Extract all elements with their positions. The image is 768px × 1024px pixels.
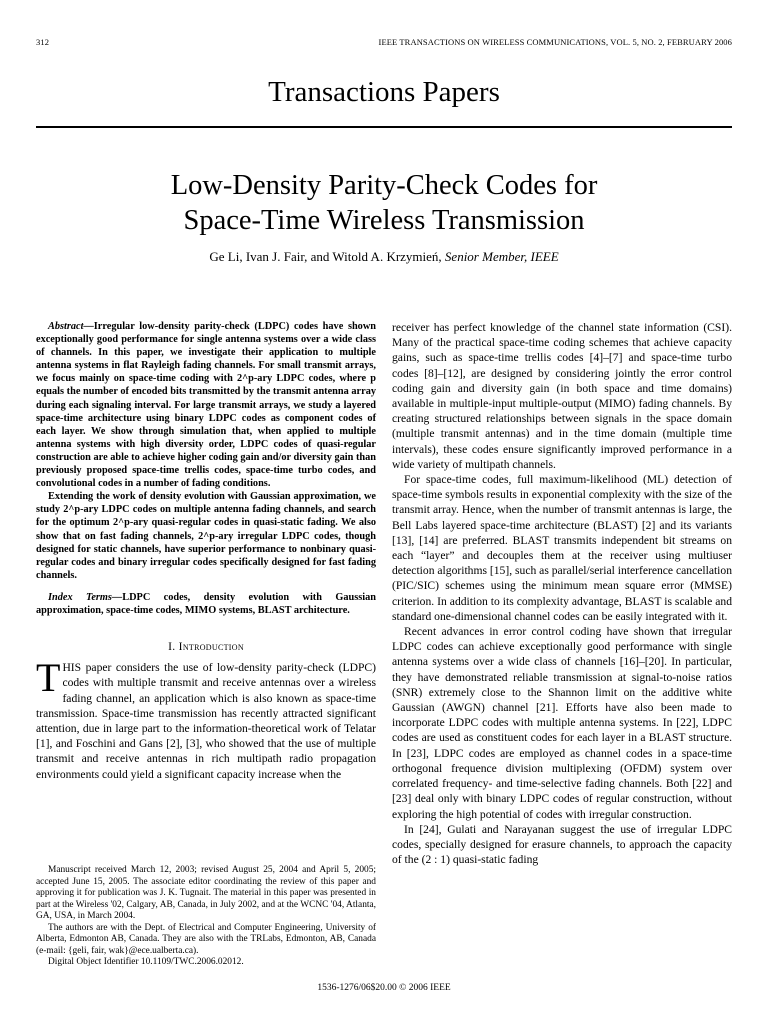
section-title: Transactions Papers xyxy=(268,76,500,108)
authors: Ge Li, Ivan J. Fair, and Witold A. Krzymień, xyxy=(209,249,442,264)
right-paragraph-0: receiver has perfect knowledge of the channel state information (CSI). Many of the practical space-time coding schemes that achieve capacity gains, such as space-time trellis codes [4]–[7] and space-time turbo codes [8]–[12], are designed by considering jointly the error control coding gain and diversity gain (in both space and time domains) available in multiple-input multiple-output (MIMO) fading channels. By creating structured relationships between signals in the space domain (multiple transmit antennas) and in the time domain (multiple time intervals), these codes ensure significantly improved performance in a wide variety of multipath channels. xyxy=(392,321,732,471)
paper-title-line-1: Low-Density Parity-Check Codes for xyxy=(170,170,598,201)
intro-paragraph xyxy=(36,655,376,782)
journal-header: IEEE TRANSACTIONS ON WIRELESS COMMUNICATIONS, VOL. 5, NO. 2, FEBRUARY 2006 xyxy=(378,37,732,47)
right-paragraph-2: Recent advances in error control coding have shown that irregular LDPC codes can achieve exceptionally good performance with single antenna systems over a wide class of channels [16]–[20]. In particular, they have demonstrated reliable transmission at signal-to-noise ratios (SNR) extremely close to the Shannon limit on the additive white Gaussian (AWGN) channel [21]. Efforts have also been made to incorporate LDPC codes with multiple antenna systems. In [22], LDPC codes are used as constituent codes for each layer in a BLAST structure. In [23], LDPC codes are employed as channel codes in a space-time orthogonal frequence division multiplexing (OFDM) system over correlated frequency- and time-selective fading channels. Both [22] and [23] deal only with binary LDPC codes of regular construction, without exploring the high potential of codes with irregular construction. xyxy=(392,625,732,821)
first-word: HIS xyxy=(62,661,82,675)
header-rule xyxy=(36,126,732,128)
index-terms xyxy=(36,591,376,617)
drop-cap: T xyxy=(36,655,61,701)
section-heading-introduction xyxy=(36,639,376,654)
left-column xyxy=(36,320,376,782)
paper-title-line-2: Space-Time Wireless Transmission xyxy=(183,205,585,236)
author-line xyxy=(0,249,768,265)
abstract xyxy=(36,320,376,582)
footnotes xyxy=(36,865,376,969)
section-number: I. xyxy=(168,640,176,654)
right-paragraph-1: For space-time codes, full maximum-likelihood (ML) detection of space-time symbols results in exponential complexity with the size of the transmit array. Hence, when the number of transmit antennas is large, the Bell Labs layered space-time architecture (BLAST) [2] and its variants [13], [14] are preferred. BLAST transmits independent bit streams on each “layer” and decouples them at the receiver using multiuser detection algorithms [15], such as parallel/serial interference cancellation (PIC/SIC) schemes using the minimum mean square error (MMSE) criterion. In addition to its complexity advantage, BLAST is scalable and standard one-dimensional channel codes can be easily integrated with it. xyxy=(392,473,733,623)
paper-title xyxy=(0,168,768,238)
copyright-line: 1536-1276/06$20.00 © 2006 IEEE xyxy=(317,983,451,993)
running-head xyxy=(36,37,732,51)
footnote-manuscript: Manuscript received March 12, 2003; revised August 25, 2004 and April 5, 2005; accepted June 15, 2005. The associate editor coordinating the review of this paper and approving it for publication was J. K. Tugnait. The material in this paper was presented in part at the Wireless '02, Calgary, AB, Canada, in July 2002, and at the WCNC '04, Atlanta, GA, USA, in March 2004. xyxy=(36,865,376,921)
right-paragraph-3: In [24], Gulati and Narayanan suggest the use of irregular LDPC codes, specially designed for erasure channels, to approach the capacity of the (2 : 1) quasi-static fading xyxy=(392,822,732,867)
author-title: Senior Member, IEEE xyxy=(444,249,559,264)
index-terms-text: LDPC codes, density evolution with Gaussian approximation, space-time codes, MIMO systems, BLAST architecture. xyxy=(36,591,376,616)
abstract-paragraph-2: Extending the work of density evolution with Gaussian approximation, we study 2^p-ary LDPC codes on multiple antenna fading channels, and search for the optimum 2^p-ary quasi-regular codes in quasi-static fading. We also show that on fast fading channels, 2^p-ary irregular LDPC codes, though designed for static channels, have superior performance to nonbinary quasi-regular codes and binary irregular codes specifically designed for fast fading channels. xyxy=(36,491,376,581)
abstract-paragraph-1: Irregular low-density parity-check (LDPC) codes have shown exceptionally good performance for single antenna systems over a wide class of channels. In this paper, we investigate their application to multiple antenna systems in flat Rayleigh fading channels. For small transmit arrays, we focus mainly on space-time coding with 2^p-ary LDPC codes, where p equals the number of encoded bits transmitted by the transmit antenna array during each signaling interval. For large transmit arrays, we study a layered space-time architecture using binary LDPC codes as component codes of each layer. We show through simulation that, when applied to multiple antenna systems with high diversity order, LDPC codes of quasi-regular construction are able to achieve higher coding gain and/or diversity gain than previously proposed space-time trellis codes, space-time turbo codes, and convolutional codes in a number of fading conditions. xyxy=(36,321,376,490)
intro-text: paper considers the use of low-density parity-check (LDPC) codes with multiple transmit and receive antennas over a wireless fading channel, an application which is also known as space-time transmission. Space-time transmission has recently attracted significant attention, due in large part to the information-theoretical work of Telatar [1], and Foschini and Gans [2], [3], who showed that the use of multiple transmit and receive antennas in rich multipath radio propagation environments could yield a significant capacity increase when the xyxy=(36,661,376,781)
index-terms-lead: Index Terms— xyxy=(48,591,123,603)
footnote-affiliation: The authors are with the Dept. of Electrical and Computer Engineering, University of Alberta, Edmonton AB, Canada. They are also with the TRLabs, Edmonton, AB, Canada (e-mail: {geli, fair, wak}@ece.ualberta.ca). xyxy=(36,922,376,956)
footnote-doi: Digital Object Identifier 10.1109/TWC.2006.02012. xyxy=(48,957,244,967)
right-column xyxy=(392,320,732,867)
page-number: 312 xyxy=(36,37,50,47)
section-title-introduction: Introduction xyxy=(178,640,244,654)
abstract-lead: Abstract— xyxy=(48,321,94,332)
